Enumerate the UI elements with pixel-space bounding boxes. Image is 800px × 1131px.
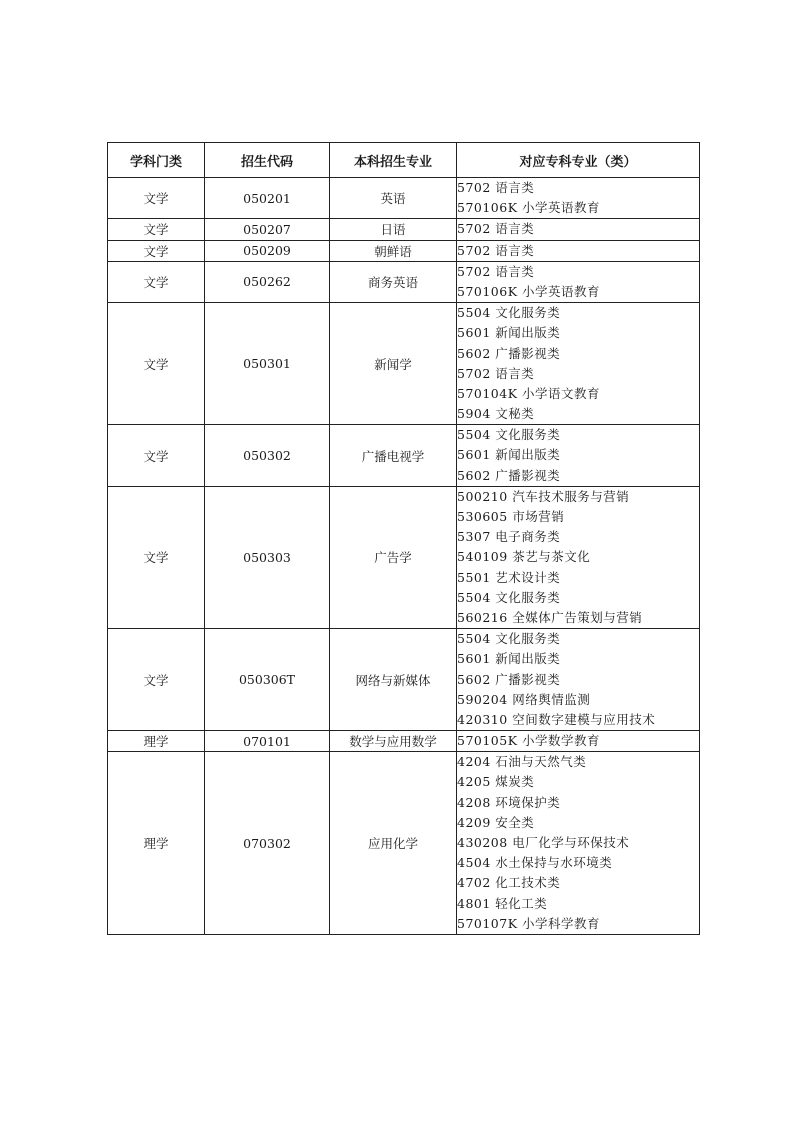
- enrollment-code-cell: 050303: [205, 486, 330, 628]
- enrollment-code-cell: 050301: [205, 303, 330, 425]
- related-major-item: 5702 语言类: [457, 242, 535, 258]
- enrollment-code-cell: 050302: [205, 425, 330, 487]
- enrollment-code-cell: 050207: [205, 219, 330, 240]
- enrollment-code-cell: 050209: [205, 240, 330, 261]
- undergraduate-major-cell: 朝鲜语: [330, 240, 457, 261]
- table-row: [108, 752, 700, 935]
- related-major-item: 5602 广播影视类: [457, 671, 561, 687]
- related-majors-cell: [457, 486, 700, 628]
- discipline-category-cell: 文学: [108, 219, 205, 240]
- table-body: [108, 178, 700, 935]
- related-major-item: 590204 网络舆情监测: [457, 691, 591, 707]
- related-major-item: 530605 市场营销: [457, 509, 565, 524]
- related-major-item: 4209 安全类: [457, 814, 535, 830]
- related-majors-cell: [457, 731, 700, 752]
- header-enrollment-code: 招生代码: [205, 143, 330, 178]
- undergraduate-major-cell: 广播电视学: [330, 425, 457, 487]
- related-majors-cell: [457, 240, 700, 261]
- related-major-item: 5504 文化服务类: [457, 631, 561, 647]
- related-major-item: 5504 文化服务类: [457, 305, 561, 321]
- enrollment-code-cell: 050201: [205, 178, 330, 219]
- related-major-item: 4702 化工技术类: [457, 875, 561, 891]
- related-majors-cell: [457, 752, 700, 935]
- related-majors-cell: [457, 178, 700, 219]
- related-major-item: 570107K 小学科学教育: [457, 915, 601, 931]
- related-major-item: 5601 新闻出版类: [457, 651, 561, 667]
- discipline-category-cell: 理学: [108, 752, 205, 935]
- discipline-category-cell: 文学: [108, 425, 205, 487]
- undergraduate-major-cell: 网络与新媒体: [330, 629, 457, 731]
- related-major-item: 500210 汽车技术服务与营销: [457, 488, 630, 504]
- related-majors-cell: [457, 261, 700, 302]
- undergraduate-major-cell: 英语: [330, 178, 457, 219]
- related-major-item: 4504 水土保持与水环境类: [457, 855, 613, 871]
- related-major-item: 5601 新闻出版类: [457, 325, 561, 341]
- related-major-item: 5601 新闻出版类: [457, 447, 561, 463]
- related-major-item: 5602 广播影视类: [457, 467, 561, 483]
- undergraduate-major-cell: 商务英语: [330, 261, 457, 302]
- enrollment-code-cell: 070101: [205, 731, 330, 752]
- undergraduate-major-cell: 广告学: [330, 486, 457, 628]
- header-discipline-category: 学科门类: [108, 143, 205, 178]
- related-major-item: 4204 石油与天然气类: [457, 754, 587, 770]
- discipline-category-cell: 文学: [108, 261, 205, 302]
- related-major-item: 570105K 小学数学教育: [457, 733, 601, 749]
- undergraduate-major-cell: 应用化学: [330, 752, 457, 935]
- discipline-category-cell: 文学: [108, 629, 205, 731]
- undergraduate-major-cell: 数学与应用数学: [330, 731, 457, 752]
- related-major-item: 5307 电子商务类: [457, 529, 561, 545]
- header-undergraduate-major: 本科招生专业: [330, 143, 457, 178]
- related-major-item: 4208 环境保护类: [457, 794, 561, 810]
- table-row: [108, 425, 700, 487]
- related-major-item: 5702 语言类: [457, 365, 535, 381]
- related-majors-cell: [457, 219, 700, 240]
- related-major-item: 560216 全媒体广告策划与营销: [457, 609, 643, 625]
- table-row: [108, 303, 700, 425]
- related-majors-cell: [457, 629, 700, 731]
- table-row: [108, 731, 700, 752]
- discipline-category-cell: 文学: [108, 178, 205, 219]
- related-major-item: 5702 语言类: [457, 180, 535, 195]
- related-major-item: 420310 空间数字建模与应用技术: [457, 711, 656, 727]
- related-major-item: 540109 茶艺与茶文化: [457, 549, 591, 565]
- related-major-item: 4801 轻化工类: [457, 895, 548, 911]
- related-major-item: 5501 艺术设计类: [457, 569, 561, 585]
- header-row: [108, 143, 700, 178]
- table-row: [108, 629, 700, 731]
- related-major-item: 430208 电厂化学与环保技术: [457, 835, 630, 850]
- related-major-item: 570106K 小学英语教育: [457, 283, 601, 299]
- undergraduate-major-cell: 日语: [330, 219, 457, 240]
- related-major-item: 570106K 小学英语教育: [457, 200, 601, 216]
- related-majors-cell: [457, 425, 700, 487]
- table-row: [108, 178, 700, 219]
- table-row: [108, 240, 700, 261]
- related-major-item: 4205 煤炭类: [457, 774, 535, 790]
- discipline-category-cell: 理学: [108, 731, 205, 752]
- discipline-category-cell: 文学: [108, 240, 205, 261]
- related-major-item: 5602 广播影视类: [457, 345, 561, 361]
- enrollment-code-cell: 050262: [205, 261, 330, 302]
- enrollment-code-cell: 070302: [205, 752, 330, 935]
- enrollment-code-cell: 050306T: [205, 629, 330, 731]
- related-major-item: 5702 语言类: [457, 221, 535, 237]
- related-major-item: 5504 文化服务类: [457, 427, 561, 443]
- header-related-college-majors: 对应专科专业（类）: [457, 143, 700, 178]
- table-row: [108, 219, 700, 240]
- major-correspondence-table: [107, 142, 700, 935]
- related-majors-cell: [457, 303, 700, 425]
- discipline-category-cell: 文学: [108, 486, 205, 628]
- related-major-item: 5504 文化服务类: [457, 589, 561, 605]
- table-header: [108, 143, 700, 178]
- related-major-item: 570104K 小学语文教育: [457, 385, 601, 401]
- undergraduate-major-cell: 新闻学: [330, 303, 457, 425]
- related-major-item: 5904 文秘类: [457, 406, 535, 422]
- related-major-item: 5702 语言类: [457, 263, 535, 279]
- table-row: [108, 486, 700, 628]
- table-row: [108, 261, 700, 302]
- discipline-category-cell: 文学: [108, 303, 205, 425]
